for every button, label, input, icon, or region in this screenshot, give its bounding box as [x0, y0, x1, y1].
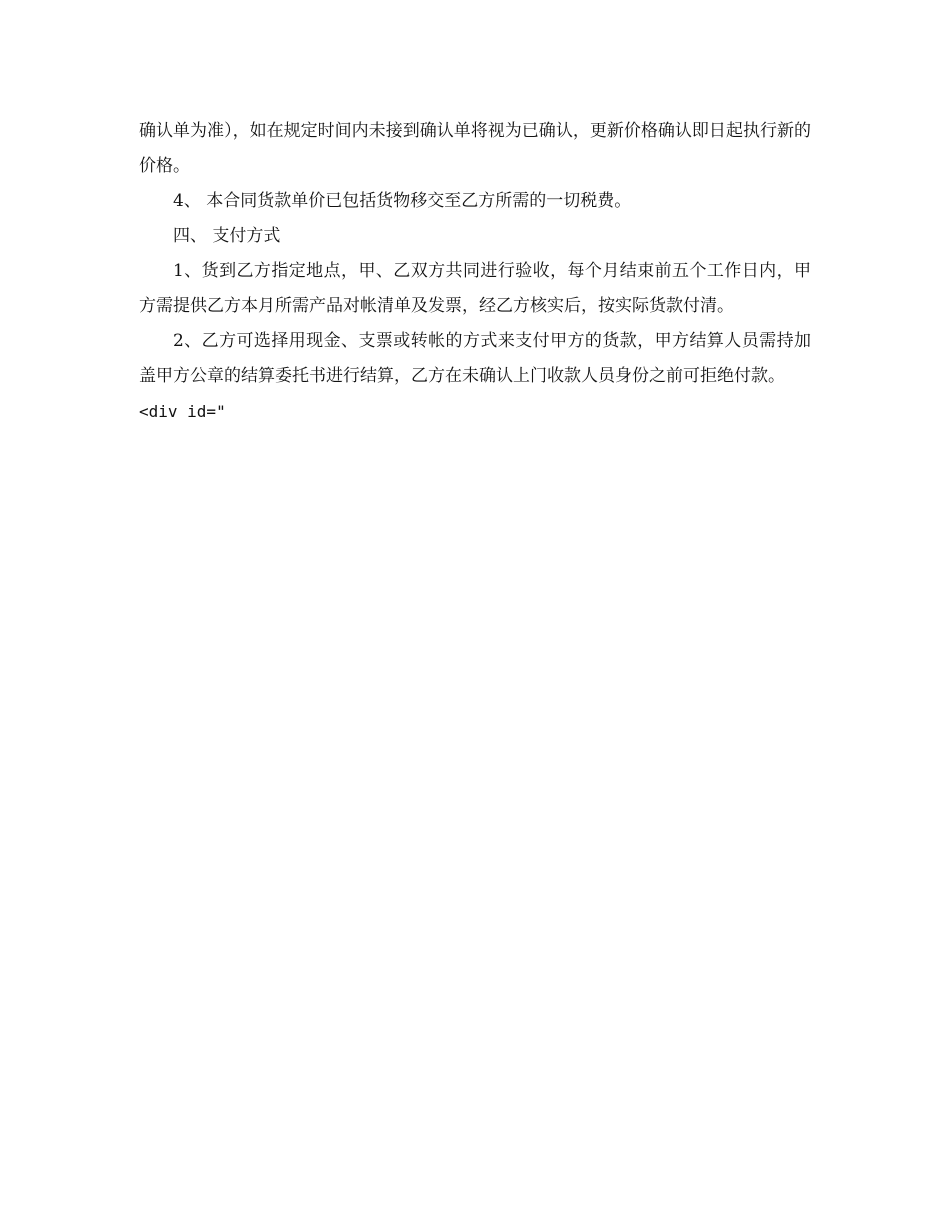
trailing-code-fragment: <div id=" [139, 402, 226, 421]
section-heading-payment-method: 四、 支付方式 [173, 226, 281, 246]
paragraph-tax-clause: 4、 本合同货款单价已包括货物移交至乙方所需的一切税费。 [173, 191, 632, 211]
document-body [139, 114, 811, 429]
paragraph-payment-clause-1: 1、货到乙方指定地点，甲、乙双方共同进行验收，每个月结束前五个工作日内，甲方需提供乙方本月所需产品对帐清单及发票，经乙方核实后，按实际货款付清。 [139, 261, 811, 316]
paragraph-price-confirmation: 确认单为准），如在规定时间内未接到确认单将视为已确认，更新价格确认即日起执行新的价格。 [139, 121, 811, 176]
paragraph-payment-clause-2: 2、乙方可选择用现金、支票或转帐的方式来支付甲方的货款，甲方结算人员需持加盖甲方公章的结算委托书进行结算，乙方在未确认上门收款人员身份之前可拒绝付款。 [139, 331, 811, 386]
